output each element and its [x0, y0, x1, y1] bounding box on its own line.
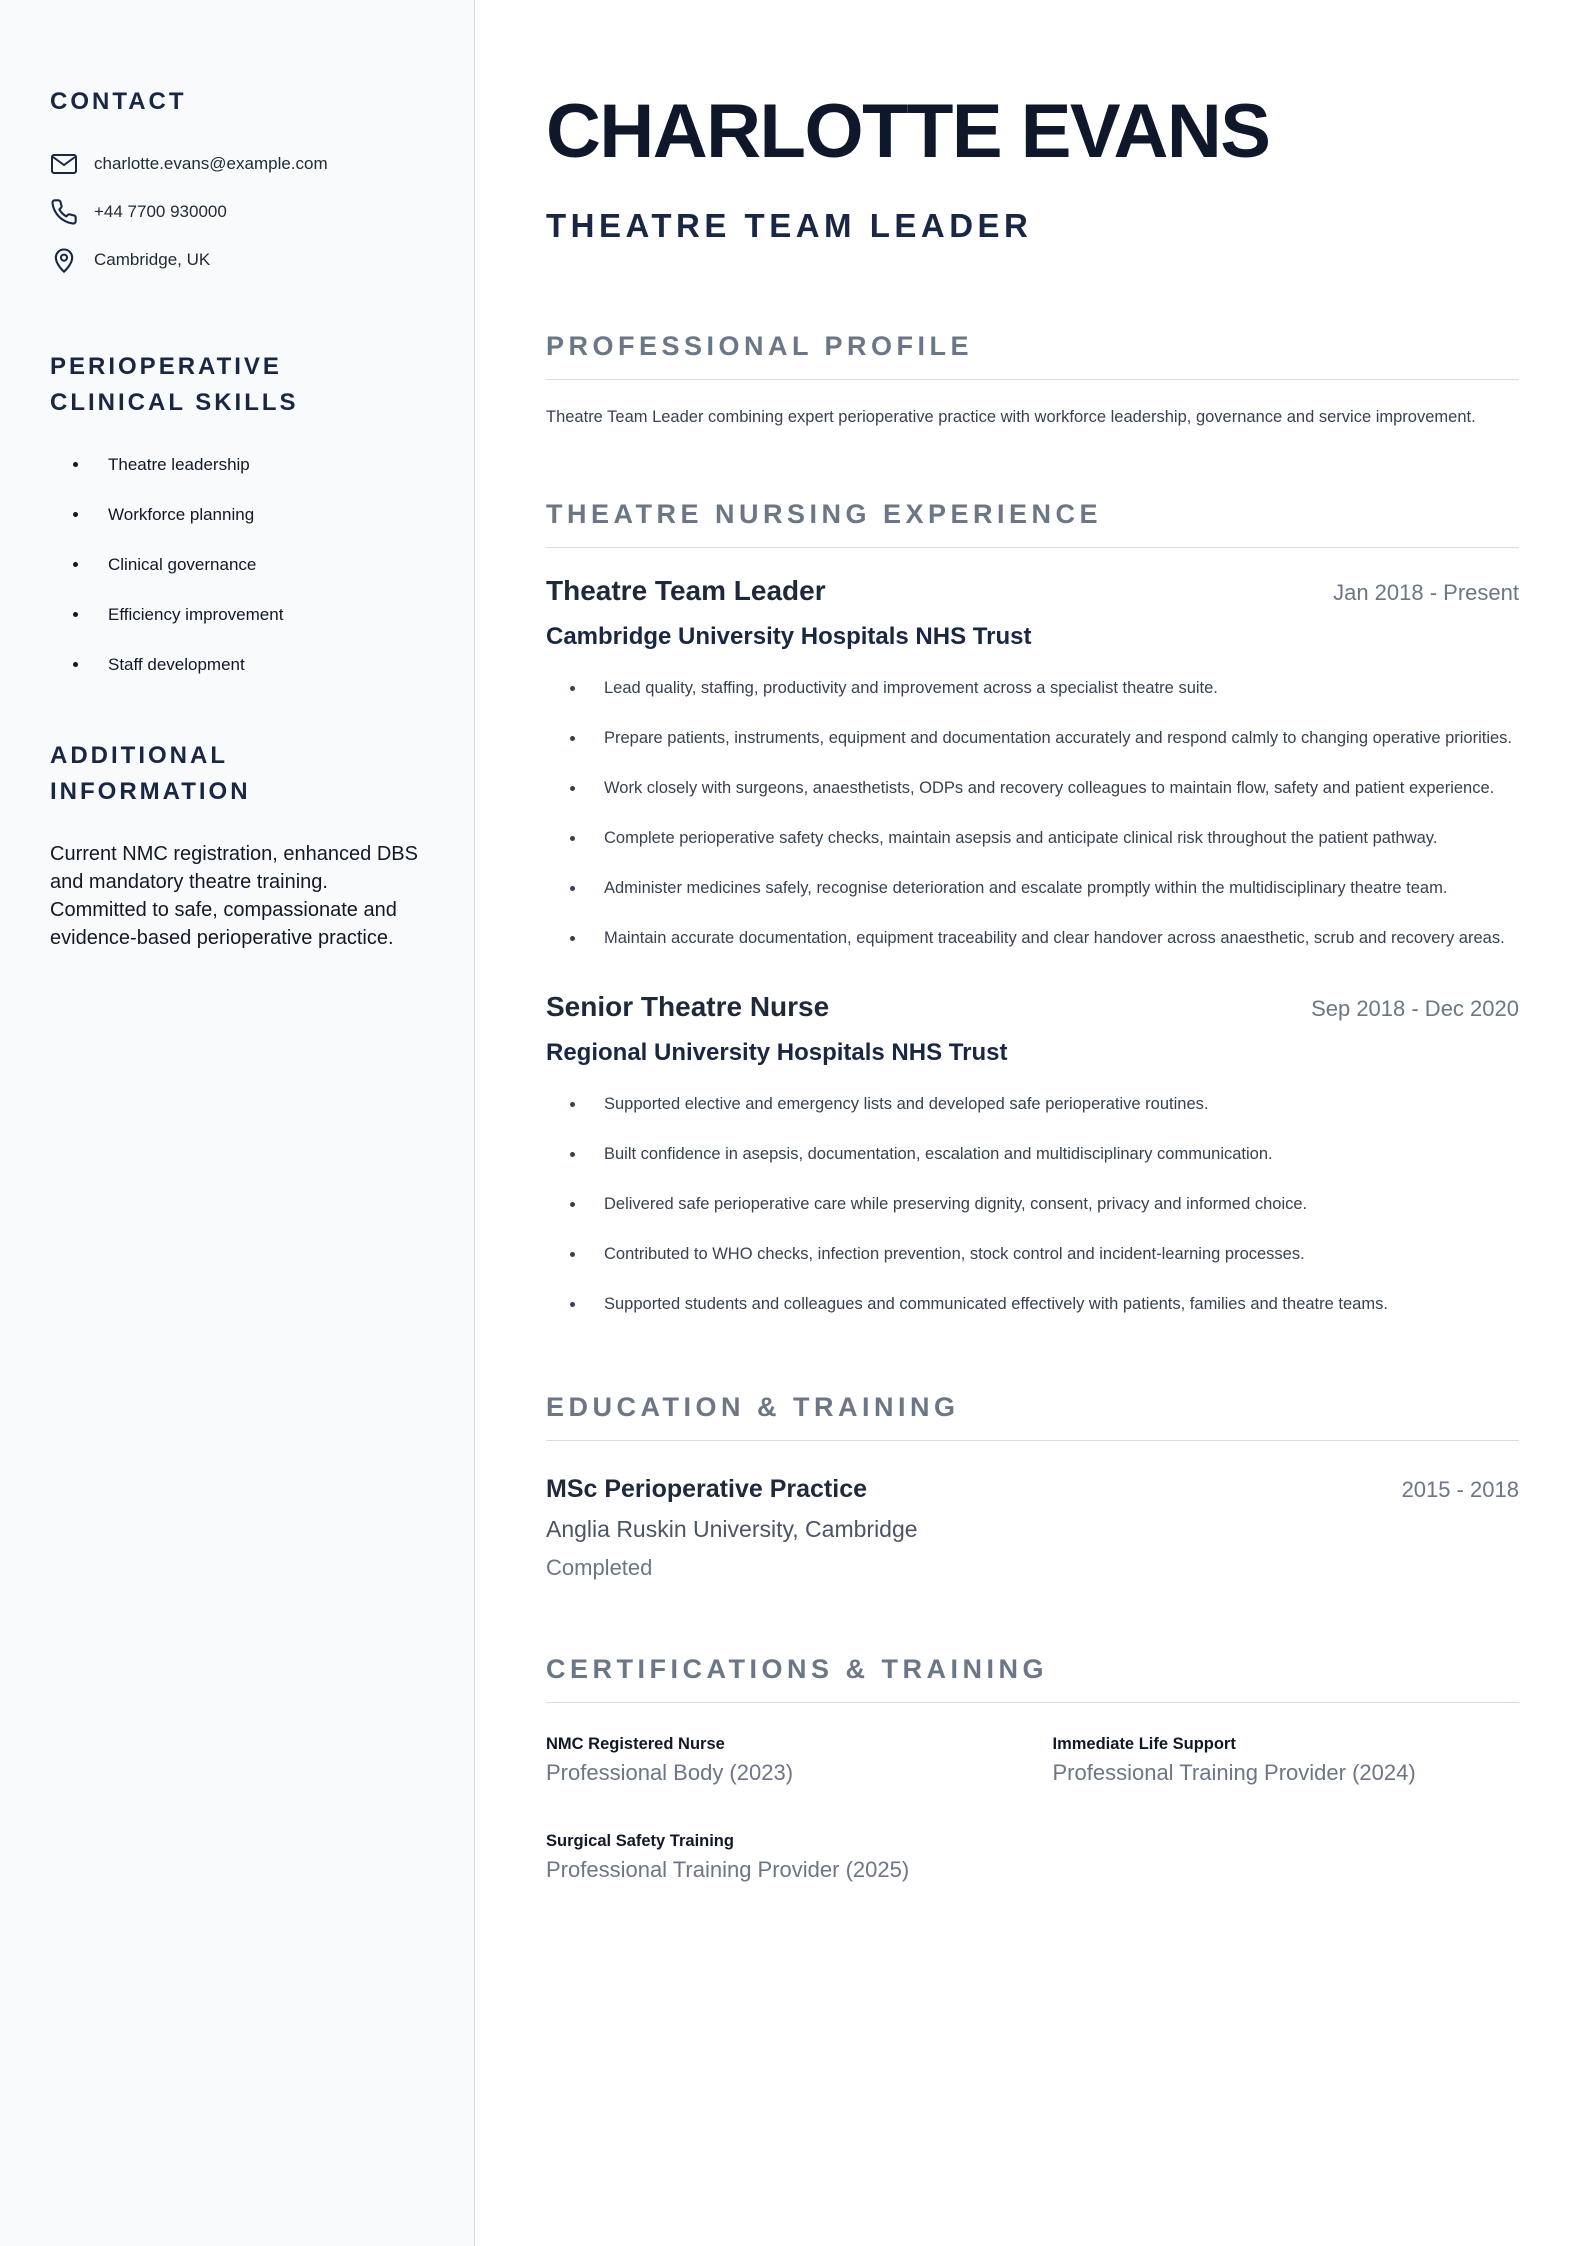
job-entry [546, 991, 1519, 1321]
contact-phone[interactable] [50, 198, 424, 226]
job-employer: Cambridge University Hospitals NHS Trust [546, 623, 1032, 650]
job-bullet: • Built confidence in asepsis, documentation, escalation and multidisciplinary communication. [586, 1137, 1519, 1171]
job-bullet: • Administer medicines safely, recognise deterioration and escalate promptly within the multidisciplinary theatre team. [586, 871, 1519, 905]
job-bullet: • Supported elective and emergency lists and developed safe perioperative routines. [586, 1087, 1519, 1121]
education-dates: 2015 - 2018 [1401, 1477, 1519, 1502]
job-bullets [546, 671, 1519, 955]
job-bullet: • Maintain accurate documentation, equipment traceability and clear handover across anaesthetic, scrub and recovery areas. [586, 921, 1519, 955]
skill-item: • Efficiency improvement [90, 604, 424, 626]
job-bullet: • Complete perioperative safety checks, maintain asepsis and anticipate clinical risk throughout the patient pathway. [586, 821, 1519, 855]
job-employer: Regional University Hospitals NHS Trust [546, 1039, 1008, 1066]
certification-provider: Professional Training Provider (2025) [546, 1857, 910, 1882]
certification-provider: Professional Body (2023) [546, 1760, 794, 1785]
education-degree: MSc Perioperative Practice [546, 1475, 867, 1503]
phone-icon [50, 198, 78, 226]
experience-heading: THEATRE NURSING EXPERIENCE [546, 496, 1519, 548]
job-header [546, 991, 1519, 1023]
contact-email[interactable] [50, 150, 424, 178]
candidate-role: THEATRE TEAM LEADER [546, 207, 1033, 244]
contact-heading: CONTACT [50, 88, 187, 115]
sidebar [0, 0, 475, 2246]
profile-text: Theatre Team Leader combining expert perioperative practice with workforce leadership, governance and service improvement. [546, 408, 1476, 426]
certifications-grid [546, 1735, 1519, 1883]
certification-entry [546, 1832, 1013, 1883]
skill-item: • Workforce planning [90, 504, 424, 526]
education-section [546, 1389, 1519, 1581]
skill-item: • Theatre leadership [90, 454, 424, 476]
location-pin-icon [50, 246, 78, 274]
certification-name: NMC Registered Nurse [546, 1735, 725, 1753]
job-bullet: • Supported students and colleagues and communicated effectively with patients, families and theatre teams. [586, 1287, 1519, 1321]
education-heading: EDUCATION & TRAINING [546, 1389, 1519, 1441]
job-header [546, 575, 1519, 607]
job-entry [546, 575, 1519, 955]
job-title: Theatre Team Leader [546, 575, 826, 606]
job-bullet: • Delivered safe perioperative care while preserving dignity, consent, privacy and informed choice. [586, 1187, 1519, 1221]
job-dates: Jan 2018 - Present [1333, 580, 1519, 605]
job-bullet: • Contributed to WHO checks, infection prevention, stock control and incident-learning processes. [586, 1237, 1519, 1271]
job-bullet: • Lead quality, staffing, productivity and improvement across a specialist theatre suite. [586, 671, 1519, 705]
contact-email-text: charlotte.evans@example.com [94, 154, 328, 173]
skills-heading: PERIOPERATIVE CLINICAL SKILLS [50, 353, 299, 416]
profile-section [546, 328, 1519, 429]
education-entry [546, 1475, 1519, 1581]
education-school: Anglia Ruskin University, Cambridge [546, 1516, 918, 1542]
additional-info-text: Current NMC registration, enhanced DBS and mandatory theatre training. Committed to safe, compassionate and evidence-based perioperative practice. [50, 843, 418, 949]
certification-entry [546, 1735, 1013, 1786]
main-content [475, 0, 1588, 2246]
certification-provider: Professional Training Provider (2024) [1052, 1760, 1416, 1785]
mail-icon [50, 150, 78, 178]
job-bullet: • Work closely with surgeons, anaesthetists, ODPs and recovery colleagues to maintain flow, safety and patient experience. [586, 771, 1519, 805]
job-dates: Sep 2018 - Dec 2020 [1311, 996, 1519, 1021]
certification-entry [1053, 1735, 1520, 1786]
certifications-heading: CERTIFICATIONS & TRAINING [546, 1651, 1519, 1703]
education-header [546, 1475, 1519, 1504]
skills-list [50, 454, 424, 676]
certification-name: Surgical Safety Training [546, 1832, 734, 1850]
contact-phone-text: +44 7700 930000 [94, 202, 227, 221]
contact-list [50, 150, 424, 274]
contact-location-text: Cambridge, UK [94, 250, 211, 269]
candidate-name: CHARLOTTE EVANS [546, 89, 1270, 174]
profile-heading: PROFESSIONAL PROFILE [546, 328, 1519, 380]
skill-item: • Staff development [90, 654, 424, 676]
contact-location [50, 246, 424, 274]
additional-info-heading: ADDITIONAL INFORMATION [50, 742, 251, 805]
certification-name: Immediate Life Support [1052, 1735, 1236, 1753]
certifications-section [546, 1651, 1519, 1883]
skill-item: • Clinical governance [90, 554, 424, 576]
job-bullets [546, 1087, 1519, 1321]
experience-section [546, 496, 1519, 1321]
education-status: Completed [546, 1555, 653, 1580]
job-bullet: • Prepare patients, instruments, equipment and documentation accurately and respond calmly to changing operative priorities. [586, 721, 1519, 755]
job-title: Senior Theatre Nurse [546, 991, 830, 1022]
